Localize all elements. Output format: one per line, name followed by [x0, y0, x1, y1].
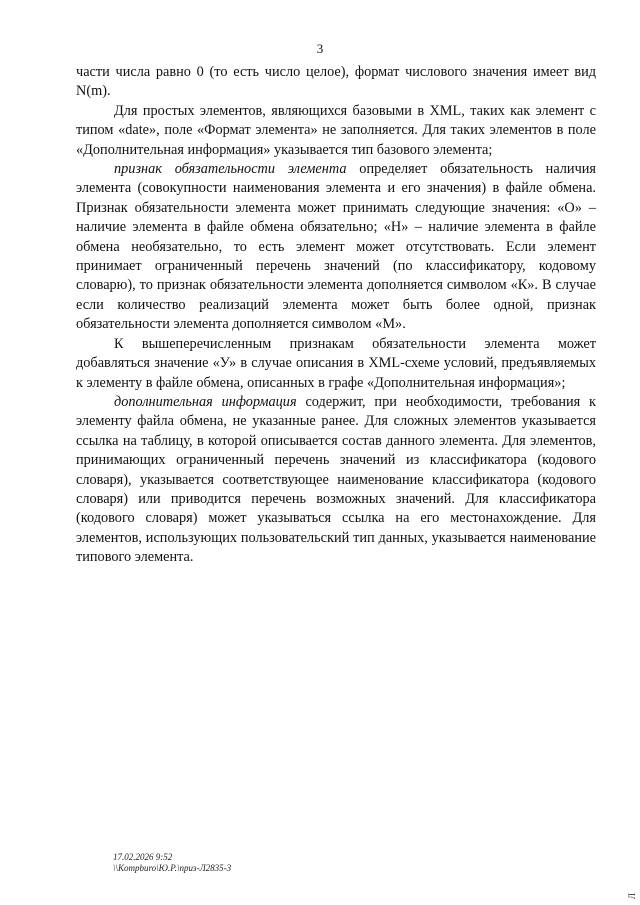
print-footer — [113, 852, 231, 874]
paragraph-number-format: части числа равно 0 (то есть число целое), формат числового значения имеет вид N(m). — [76, 64, 596, 100]
footer-file-path: \\Kompburo\Ю.Р.\приз-Л2835-3 — [113, 863, 232, 873]
document-body — [76, 63, 596, 568]
paragraph-additional-info — [76, 393, 596, 568]
additional-info-description: содержит, при необходимости, требования к элементу файла обмена, не указанные ранее. Для сложных элементов указывается ссылка на таблицу, в которой описывается состав данного элемента. Для элементов, принимающих ограниченный перечень значений из классификатора (кодового словаря), указывается соответствующее наименование классификатора (кодового словаря) или приводится перечень возможных значений. Для классификатора (кодового словаря) может указываться ссылка на его местонахождение. Для элементов, использующих пользовательский тип данных, указывается наименование типового элемента. — [76, 393, 596, 566]
paragraph-simple-elements: Для простых элементов, являющихся базовыми в XML, таких как элемент с типом «date», поле «Формат элемента» не заполняется. Для таких элементов в поле «Дополнительная информация» указывается тип базового элемента; — [76, 102, 596, 158]
margin-mark: Л — [627, 892, 637, 899]
footer-timestamp: 17.02.2026 9:52 — [113, 852, 173, 862]
paragraph-required-flag — [76, 160, 596, 335]
term-additional-info: дополнительная информация — [114, 393, 297, 410]
page-number: 3 — [316, 41, 324, 56]
required-flag-description: определяет обязательность наличия элемента (совокупности наименования элемента и его значения) в файле обмена. Признак обязательности элемента может принимать следующие значения: «О» – наличие элемента в файле обмена обязательно; «Н» – наличие элемента в файле обмена необязательно, то есть элемент может отсутствовать. Если элемент принимает ограниченный перечень значений (по классификатору, кодовому словарю), то признак обязательности элемента дополняется символом «К». В случае если количество реализаций элемента может быть более одной, признак обязательности элемента дополняется символом «М». — [76, 161, 596, 333]
term-required-flag: признак обязательности элемента — [114, 161, 347, 178]
paragraph-conditional-flag: К вышеперечисленным признакам обязательности элемента может добавляться значение «У» в случае описания в XML-схеме условий, предъявляемых к элементу в файле обмена, описанных в графе «Дополнительная информация»; — [76, 335, 596, 391]
